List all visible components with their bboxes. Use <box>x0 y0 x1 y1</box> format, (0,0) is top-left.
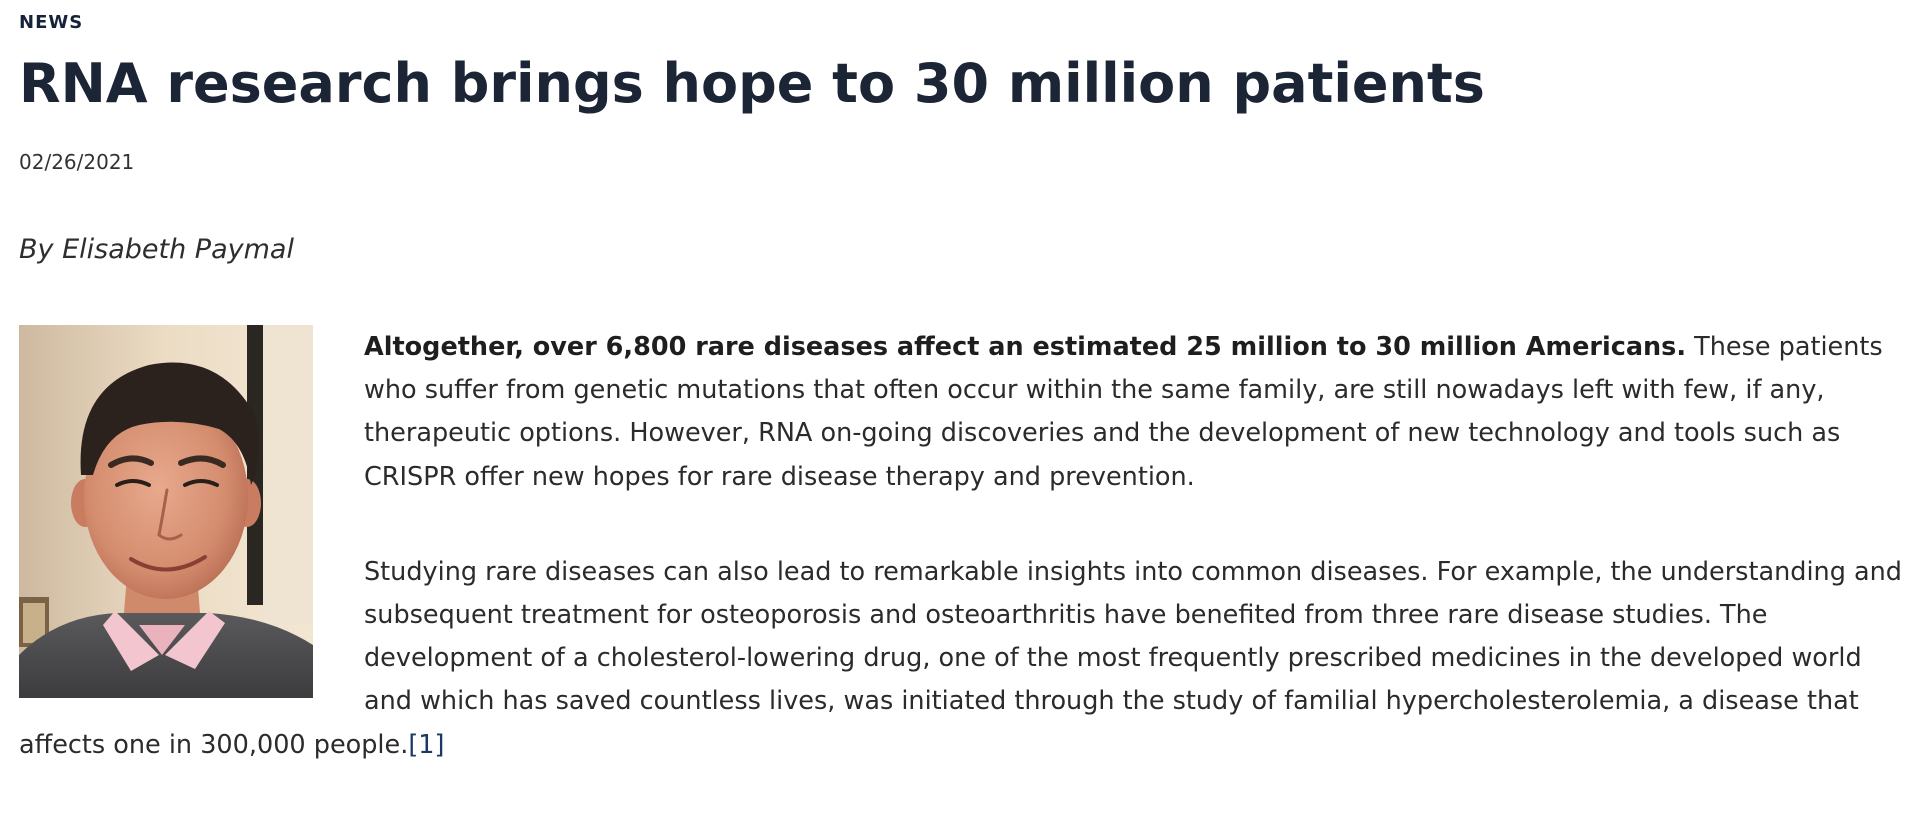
article-body <box>19 325 1904 819</box>
article-headline: RNA research brings hope to 30 million patients <box>19 52 1485 115</box>
author-byline: By Elisabeth Paymal <box>19 234 294 265</box>
author-photo <box>19 325 313 698</box>
lead-sentence: Altogether, over 6,800 rare diseases affect an estimated 25 million to 30 million Americans. <box>364 332 1687 362</box>
paragraph-2-text: Studying rare diseases can also lead to remarkable insights into common diseases. For example, the understanding and subsequent treatment for osteoporosis and osteoarthritis have benefited from three rare disease studies. The development of a cholesterol-lowering drug, one of the most frequently prescribed medicines in the developed world and which has saved countless lives, was initiated through the study of familial hypercholesterolemia, a disease that affects one in 300,000 people. <box>19 556 1902 760</box>
category-label: NEWS <box>19 12 84 33</box>
publish-date: 02/26/2021 <box>19 150 135 174</box>
paragraph-1-text: These patients who suffer from genetic mutations that often occur within the same family, are still nowadays left with few, if any, therapeutic options. However, RNA on-going discoveries and the development of new technology and tools such as CRISPR offer new hopes for rare disease therapy and prevention. <box>364 332 1883 492</box>
footnote-link[interactable]: [1] <box>408 729 445 760</box>
